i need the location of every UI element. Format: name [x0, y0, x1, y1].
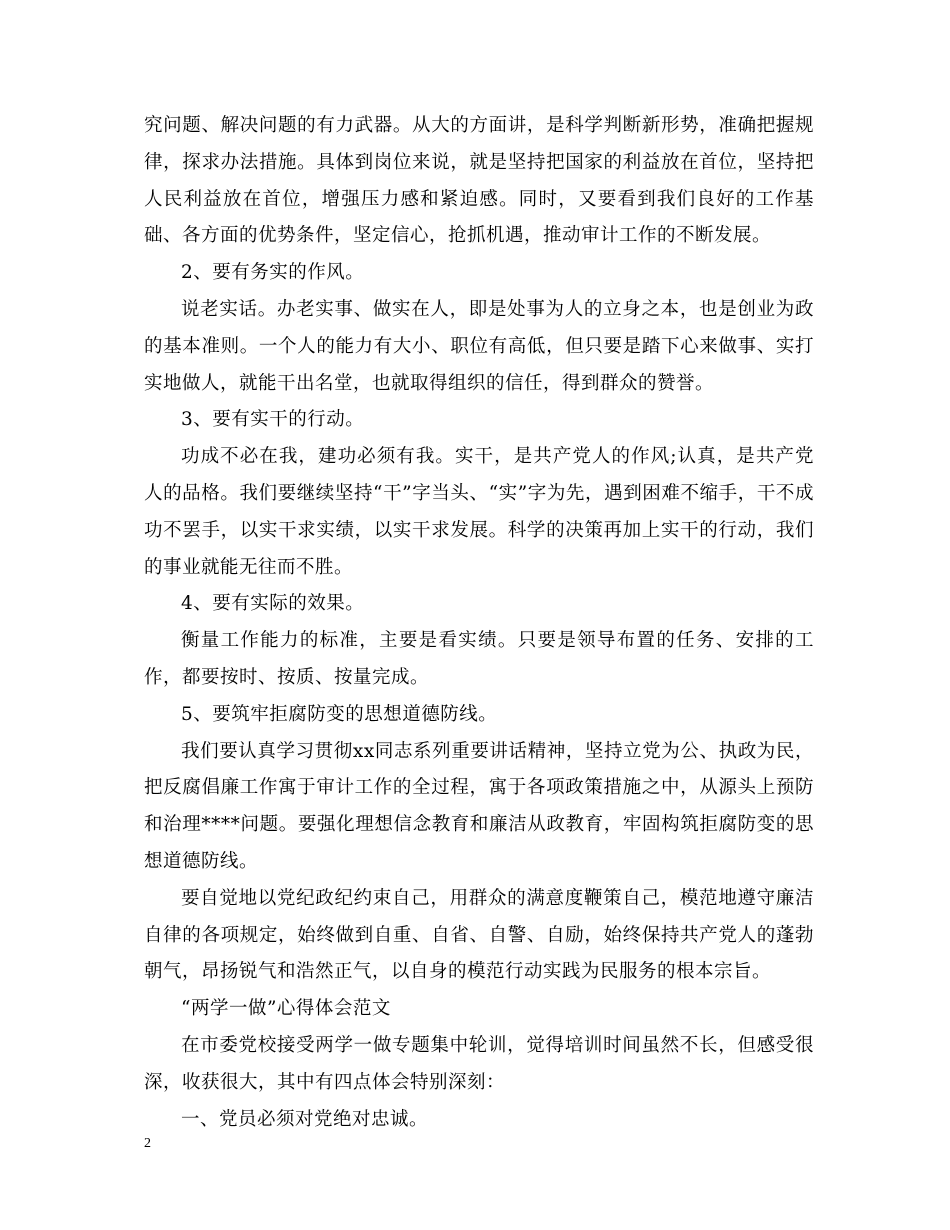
- paragraph: 在市委党校接受两学一做专题集中轮训，觉得培训时间虽然不长，但感受很深，收获很大，其中有四点体会特别深刻：: [144, 1034, 814, 1093]
- paragraph: 功成不必在我，建功必须有我。实干，是共产党人的作风;认真，是共产党人的品格。我们要继续坚持“干”字当头、“实”字为先，遇到困难不缩手，干不成功不罢手，以实干求实绩，以实干求发展。科学的决策再加上实干的行动，我们的事业就能无往而不胜。: [144, 446, 814, 578]
- section-heading: 4、要有实际的效果。: [181, 593, 365, 615]
- document-body: [144, 108, 814, 1138]
- section-heading: 2、要有务实的作风。: [181, 262, 365, 284]
- section-heading: 一、党员必须对党绝对忠诚。: [181, 1108, 429, 1130]
- paragraph: 究问题、解决问题的有力武器。从大的方面讲，是科学判断新形势，准确把握规律，探求办法措施。具体到岗位来说，就是坚持把国家的利益放在首位，坚持把人民利益放在首位，增强压力感和紧迫感。同时，又要看到我们良好的工作基础、各方面的优势条件，坚定信心，抢抓机遇，推动审计工作的不断发展。: [144, 115, 814, 247]
- paragraph: 说老实话。办老实事、做实在人，即是处事为人的立身之本，也是创业为政的基本准则。一个人的能力有大小、职位有高低，但只要是踏下心来做事、实打实地做人，就能干出名堂，也就取得组织的信任，得到群众的赞誉。: [144, 298, 814, 394]
- section-heading: 3、要有实干的行动。: [181, 409, 365, 431]
- paragraph: 衡量工作能力的标准，主要是看实绩。只要是领导布置的任务、安排的工作，都要按时、按质、按量完成。: [144, 630, 814, 688]
- article-title: “两学一做”心得体会范文: [181, 998, 391, 1020]
- section-heading: 5、要筑牢拒腐防变的思想道德防线。: [181, 703, 498, 725]
- paragraph: 我们要认真学习贯彻xx同志系列重要讲话精神，坚持立党为公、执政为民，把反腐倡廉工作寓于审计工作的全过程，寓于各项政策措施之中，从源头上预防和治理****问题。要强化理想信念教育和廉洁从政教育，牢固构筑拒腐防变的思想道德防线。: [144, 740, 814, 872]
- paragraph: 要自觉地以党纪政纪约束自己，用群众的满意度鞭策自己，模范地遵守廉洁自律的各项规定，始终做到自重、自省、自警、自励，始终保持共产党人的蓬勃朝气，昂扬锐气和浩然正气，以自身的模范行动实践为民服务的根本宗旨。: [144, 887, 814, 983]
- page-number: 2: [144, 1136, 151, 1151]
